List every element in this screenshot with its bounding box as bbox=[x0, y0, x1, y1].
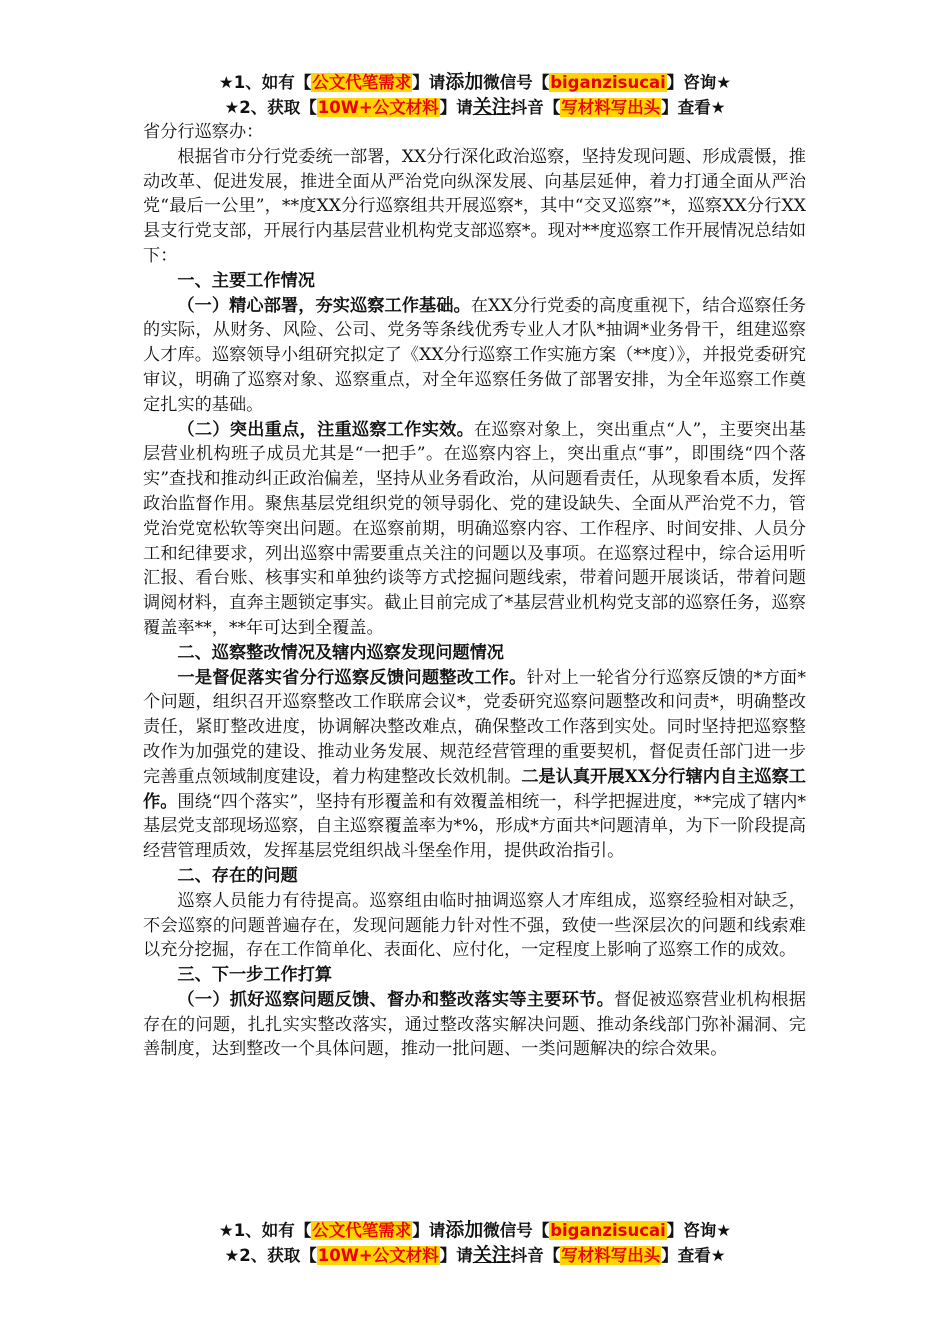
star-icon: ★ bbox=[224, 1246, 240, 1265]
highlight-douyin-account: 写材料写出头 bbox=[561, 98, 661, 117]
star-icon: ★ bbox=[716, 1221, 732, 1240]
section-focus-title: （二）突出重点，注重巡察工作实效。 bbox=[177, 419, 475, 440]
star-icon: ★ bbox=[710, 98, 726, 117]
section-feedback: （一）抓好巡察问题反馈、督办和整改落实等主要环节。督促被巡察营业机构根据存在的问题，扎扎实实整改落实，通过整改落实解决问题、推动条线部门弥补漏洞、完善制度，达到整改一个具体问题，推动一批问题、一类问题解决的综合效果。 bbox=[143, 989, 806, 1060]
promo-line-1: ★1、如有【公文代笔需求】请添加微信号【biganzisucai】咨询★ bbox=[218, 1219, 732, 1241]
star-icon: ★ bbox=[218, 73, 234, 92]
problems-paragraph: 巡察人员能力有待提高。巡察组由临时抽调巡察人才库组成，巡察经验相对缺乏，不会巡察的问题普遍存在，发现问题能力针对性不强，致使一些深层次的问题和线索难以充分挖掘，存在工作简单化、表面化、应付化，一定程度上影响了巡察工作的成效。 bbox=[143, 890, 806, 961]
rectification-paragraph: 一是督促落实省分行巡察反馈问题整改工作。针对上一轮省分行巡察反馈的*方面*个问题，组织召开巡察整改工作联席会议*，党委研究巡察问题整改和问责*，明确整改责任，紧盯整改进度，协调解决整改难点，确保整改工作落到实处。同时坚持把巡察整改作为加强党的建设、推动业务发展、规范经营管理的重要契机，督促责任部门进一步完善重点领域制度建设，着力构建整改长效机制。二是认真开展XX分行辖内自主巡察工作。围绕“四个落实”，坚持有形覆盖和有效覆盖相统一，科学把握进度，**完成了辖内*基层党支部现场巡察，自主巡察覆盖率为*%，形成*方面共*问题清单，为下一阶段提高经营管理质效，发挥基层党组织战斗堡垒作用，提供政治指引。 bbox=[143, 667, 806, 862]
heading-next-steps: 三、下一步工作打算 bbox=[177, 965, 333, 986]
salutation: 省分行巡察办： bbox=[143, 122, 264, 142]
highlight-materials: 10W+公文材料 bbox=[317, 98, 439, 117]
star-icon: ★ bbox=[218, 1221, 234, 1240]
star-icon: ★ bbox=[716, 73, 732, 92]
highlight-writing-service: 公文代笔需求 bbox=[312, 1221, 412, 1240]
section-focus: （二）突出重点，注重巡察工作实效。在巡察对象上，突出重点“人”，主要突出基层营业机构班子成员尤其是“一把手”。在巡察内容上，突出重点“事”，即围绕“四个落实”查找和推动纠正政治偏差，坚持从业务看政治，从问题看责任，从现象看本质，发挥政治监督作用。聚焦基层党组织党的领导弱化、党的建设缺失、全面从严治党不力，管党治党宽松软等突出问题。在巡察前期，明确巡察内容、工作程序、时间安排、人员分工和纪律要求，列出巡察中需要重点关注的问题以及事项。在巡察过程中，综合运用听汇报、看台账、核事实和单独约谈等方式挖掘问题线索，带着问题开展谈话，带着问题调阅材料，直奔主题锁定事实。截止目前完成了*基层营业机构党支部的巡察任务，巡察覆盖率**，**年可达到全覆盖。 bbox=[143, 419, 806, 638]
highlight-writing-service: 公文代笔需求 bbox=[312, 73, 412, 92]
promo-banner-top bbox=[0, 70, 950, 120]
section-deployment-title: （一）精心部署，夯实巡察工作基础。 bbox=[177, 295, 471, 316]
promo-line-2: ★2、获取【10W+公文材料】请关注抖音【写材料写出头】查看★ bbox=[224, 96, 726, 118]
highlight-materials: 10W+公文材料 bbox=[317, 1246, 439, 1265]
star-icon: ★ bbox=[710, 1246, 726, 1265]
promo-line-1: ★1、如有【公文代笔需求】请添加微信号【biganzisucai】咨询★ bbox=[218, 71, 732, 93]
highlight-wechat-id: biganzisucai bbox=[550, 1221, 666, 1240]
section-deployment: （一）精心部署，夯实巡察工作基础。在XX分行党委的高度重视下，结合巡察任务的实际，从财务、风险、公司、党务等条线优秀专业人才队*抽调*业务骨干，组建巡察人才库。巡察领导小组研究拟定了《XX分行巡察工作实施方案（**度）》，并报党委研究审议，明确了巡察对象、巡察重点，对全年巡察任务做了部署安排，为全年巡察工作奠定扎实的基础。 bbox=[143, 295, 806, 415]
heading-rectification: 二、巡察整改情况及辖内巡察发现问题情况 bbox=[177, 642, 504, 663]
highlight-douyin-account: 写材料写出头 bbox=[561, 1246, 661, 1265]
star-icon: ★ bbox=[224, 98, 240, 117]
promo-banner-bottom bbox=[0, 1218, 950, 1268]
section-feedback-title: （一）抓好巡察问题反馈、督办和整改落实等主要环节。 bbox=[177, 989, 615, 1010]
heading-problems: 二、存在的问题 bbox=[177, 865, 298, 886]
intro-paragraph: 根据省市分行党委统一部署，XX分行深化政治巡察，坚持发现问题、形成震慑，推动改革、促进发展，推进全面从严治党向纵深发展、向基层延伸，着力打通全面从严治党“最后一公里”，**度XX分行巡察组共开展巡察*，其中“交叉巡察”*，巡察XX分行XX县支行党支部，开展行内基层营业机构党支部巡察*。现对**度巡察工作开展情况总结如下： bbox=[143, 146, 806, 266]
document-body bbox=[143, 120, 806, 1062]
promo-line-2: ★2、获取【10W+公文材料】请关注抖音【写材料写出头】查看★ bbox=[224, 1244, 726, 1266]
highlight-wechat-id: biganzisucai bbox=[550, 73, 666, 92]
heading-main-work: 一、主要工作情况 bbox=[177, 270, 315, 291]
